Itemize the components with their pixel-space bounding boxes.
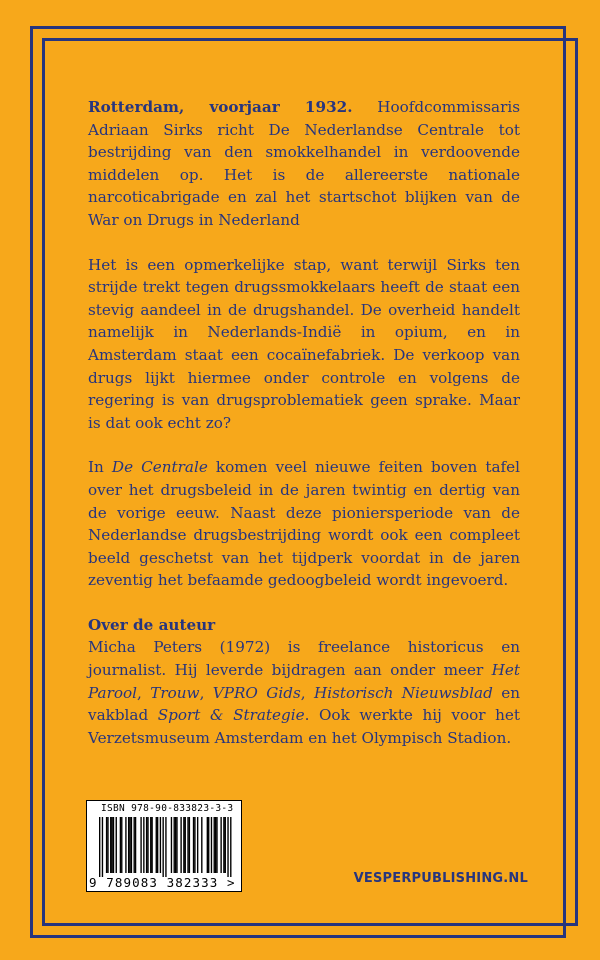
barcode-bar (131, 817, 132, 873)
back-cover-text (88, 96, 520, 749)
barcode-bar (225, 817, 226, 873)
barcode-bar (110, 817, 111, 873)
barcode-bar (102, 817, 103, 877)
barcode-bar (143, 817, 144, 873)
barcode-bar (197, 817, 198, 873)
barcode-bar (107, 817, 108, 873)
author-bio-text-3: . Ook werkte hij voor het Verzetsmuseum Amsterdam en het Olympisch Stadion. (88, 706, 520, 747)
author-bio (88, 636, 520, 749)
publication-het-parool: Het Parool (88, 661, 520, 702)
barcode-bar (194, 817, 195, 873)
barcode-bar (183, 817, 184, 873)
barcode-bar (128, 817, 129, 873)
barcode-bar (162, 817, 163, 877)
barcode-bar (227, 817, 228, 877)
barcode-bar (156, 817, 157, 873)
barcode-bar (134, 817, 135, 873)
author-bio-text-2: en vakblad (88, 683, 520, 725)
author-bio-separator-2: , (199, 683, 213, 702)
barcode-bar (193, 817, 194, 873)
blurb-paragraph-3-before: In (88, 458, 112, 477)
author-heading: Over de auteur (88, 615, 216, 634)
barcode-bar (176, 817, 177, 873)
barcode-bar (146, 817, 147, 873)
barcode-bar (121, 817, 122, 873)
barcode-bar (171, 817, 172, 873)
barcode-bar (215, 817, 216, 873)
isbn-barcode (86, 800, 242, 892)
barcode-bar (174, 817, 175, 873)
publisher-name: VESPERPUBLISHING.NL (353, 871, 528, 886)
barcode-bar (216, 817, 217, 873)
barcode-bar (220, 817, 221, 873)
barcode-bar (208, 817, 209, 873)
barcode-bar (165, 817, 166, 877)
barcode-bar (160, 817, 161, 873)
barcode-bar (185, 817, 186, 873)
barcode-bar (116, 817, 117, 873)
barcode-bar (120, 817, 121, 873)
isbn-label: ISBN 978-90-833823-3-3 (101, 803, 234, 814)
barcode-bar (147, 817, 148, 873)
barcode-bar (113, 817, 114, 873)
barcode-bar (189, 817, 190, 873)
barcode-bar (230, 817, 231, 877)
barcode-bar (175, 817, 176, 873)
blurb-lead: Rotterdam, voorjaar 1932. (88, 98, 353, 116)
author-bio-separator-1: , (137, 683, 151, 702)
book-title: De Centrale (111, 458, 208, 477)
blurb-paragraph-3-after: komen veel nieuwe feiten boven tafel over het drugsbeleid in de jaren twintig en dertig van de vorige eeuw. Naast deze pioniersperiode van de Nederlandse drugsbestrijding wordt ook een compleet beeld geschetst van het tijdperk voordat in de jaren zeventig het befaamde gedoogbeleid wordt ingevoerd. (88, 458, 520, 590)
publication-trouw: Trouw (150, 683, 200, 702)
blurb-paragraph-1-text: Hoofdcommissaris Adriaan Sirks richt De Nederlandse Centrale tot bestrijding van den smokkelhandel in verdoovende middelen op. Het is de allereerste nationale narcoticabrigade en zal het startschot blijken van de War on Drugs in Nederland (88, 98, 520, 229)
publication-sport-strategie: Sport & Strategie (157, 706, 305, 725)
barcode-digits: 9 789083 382333 > (89, 875, 236, 890)
publication-historisch-nieuwsblad: Historisch Nieuwsblad (314, 683, 493, 702)
barcode-bar (151, 817, 152, 873)
barcode-bar (157, 817, 158, 873)
barcode-bar (125, 817, 126, 873)
barcode-bar (207, 817, 208, 873)
barcode-bar (180, 817, 181, 873)
author-bio-separator-3: , (300, 683, 315, 702)
barcode-bar (129, 817, 130, 873)
barcode-bar (211, 817, 212, 873)
barcode-bar (150, 817, 151, 873)
publication-vpro-gids: VPRO Gids (212, 683, 301, 702)
blurb-paragraph-2: Het is een opmerkelijke stap, want terwijl Sirks ten strijde trekt tegen drugssmokkelaars heeft de staat een stevig aandeel in de drugshandel. De overheid handelt namelijk in Nederlands-Indië in opium, en in Amsterdam staat een cocaïnefabriek. De verkoop van drugs lijkt hiermee onder controle en volgens de regering is van drugsproblematiek geen sprake. Maar is dat ook echt zo? (88, 255, 520, 432)
barcode-bar (99, 817, 100, 877)
barcode-bar (106, 817, 107, 873)
barcode-bar (187, 817, 188, 873)
author-bio-text-1: Micha Peters (1972) is freelance historicus en journalist. Hij leverde bijdragen aan onder meer (88, 638, 520, 680)
barcode-bar (214, 817, 215, 873)
barcode-bar (135, 817, 136, 873)
barcode-bar (223, 817, 224, 873)
barcode-bar (140, 817, 141, 873)
barcode-bar (201, 817, 202, 873)
blurb-paragraph-3 (88, 456, 520, 592)
barcode-bars (87, 817, 243, 877)
barcode-bar (111, 817, 112, 873)
blurb-paragraph-1 (88, 96, 520, 232)
